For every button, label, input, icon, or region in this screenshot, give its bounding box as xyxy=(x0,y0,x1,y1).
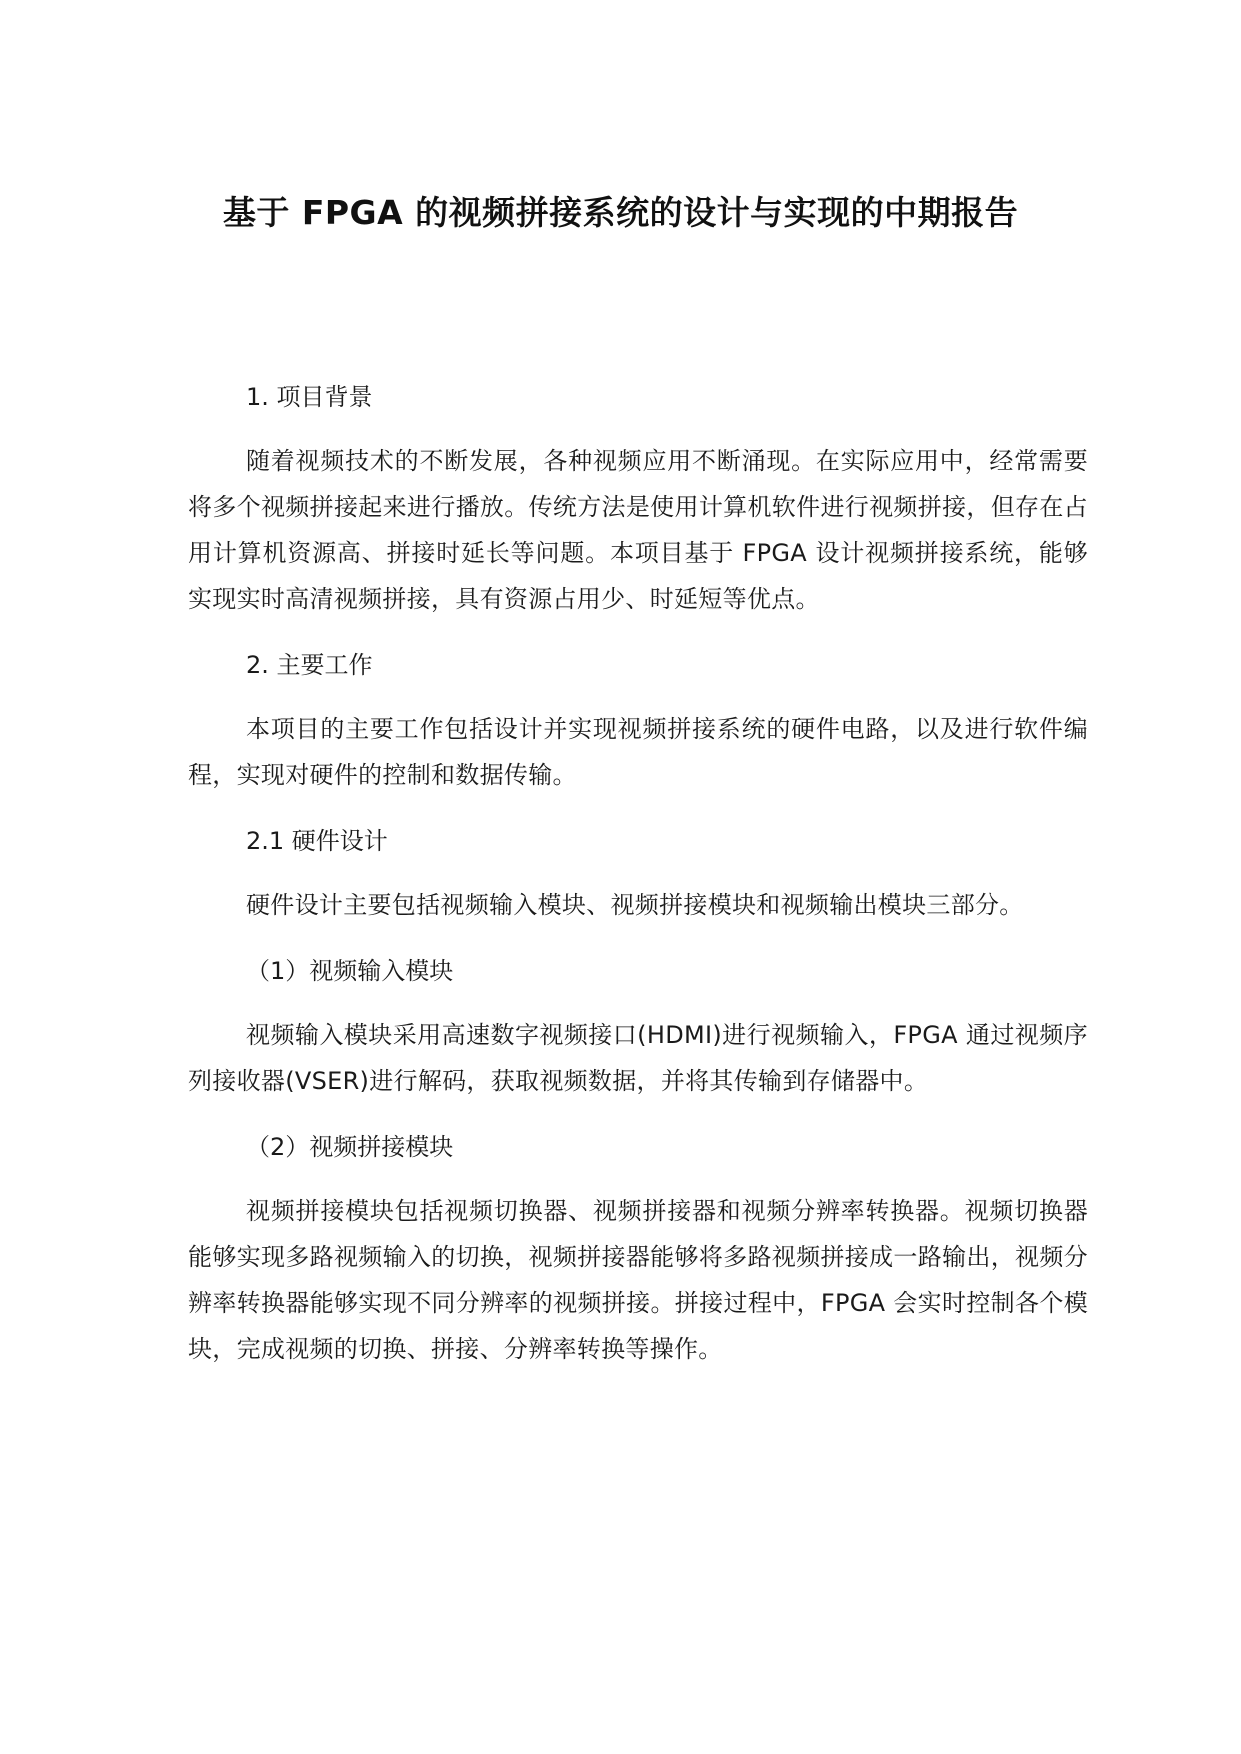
document-title: 基于 FPGA 的视频拼接系统的设计与实现的中期报告 xyxy=(222,193,1019,232)
section-paragraph-video-input: 视频输入模块采用高速数字视频接口(HDMI)进行视频输入，FPGA 通过视频序列接收器(VSER)进行解码，获取视频数据，并将其传输到存储器中。 xyxy=(188,1021,1088,1095)
section-paragraph-video-stitching: 视频拼接模块包括视频切换器、视频拼接器和视频分辨率转换器。视频切换器能够实现多路视频输入的切换，视频拼接器能够将多路视频拼接成一路输出，视频分辨率转换器能够实现不同分辨率的视频拼接。拼接过程中，FPGA 会实时控制各个模块，完成视频的切换、拼接、分辨率转换等操作。 xyxy=(188,1197,1088,1363)
document-body xyxy=(188,374,1088,1372)
section-heading-hardware-design: 2.1 硬件设计 xyxy=(246,827,388,855)
section-paragraph-background: 随着视频技术的不断发展，各种视频应用不断涌现。在实际应用中，经常需要将多个视频拼接起来进行播放。传统方法是使用计算机软件进行视频拼接，但存在占用计算机资源高、拼接时延长等问题。本项目基于 FPGA 设计视频拼接系统，能够实现实时高清视频拼接，具有资源占用少、时延短等优点。 xyxy=(188,447,1088,613)
section-heading-video-input: （1）视频输入模块 xyxy=(246,957,454,985)
section-heading-video-stitching: （2）视频拼接模块 xyxy=(246,1133,454,1161)
section-heading-background: 1. 项目背景 xyxy=(246,383,373,411)
section-heading-main-work: 2. 主要工作 xyxy=(246,651,373,679)
section-paragraph-main-work: 本项目的主要工作包括设计并实现视频拼接系统的硬件电路，以及进行软件编程，实现对硬件的控制和数据传输。 xyxy=(188,715,1088,789)
section-paragraph-hardware-design: 硬件设计主要包括视频输入模块、视频拼接模块和视频输出模块三部分。 xyxy=(246,891,1024,919)
